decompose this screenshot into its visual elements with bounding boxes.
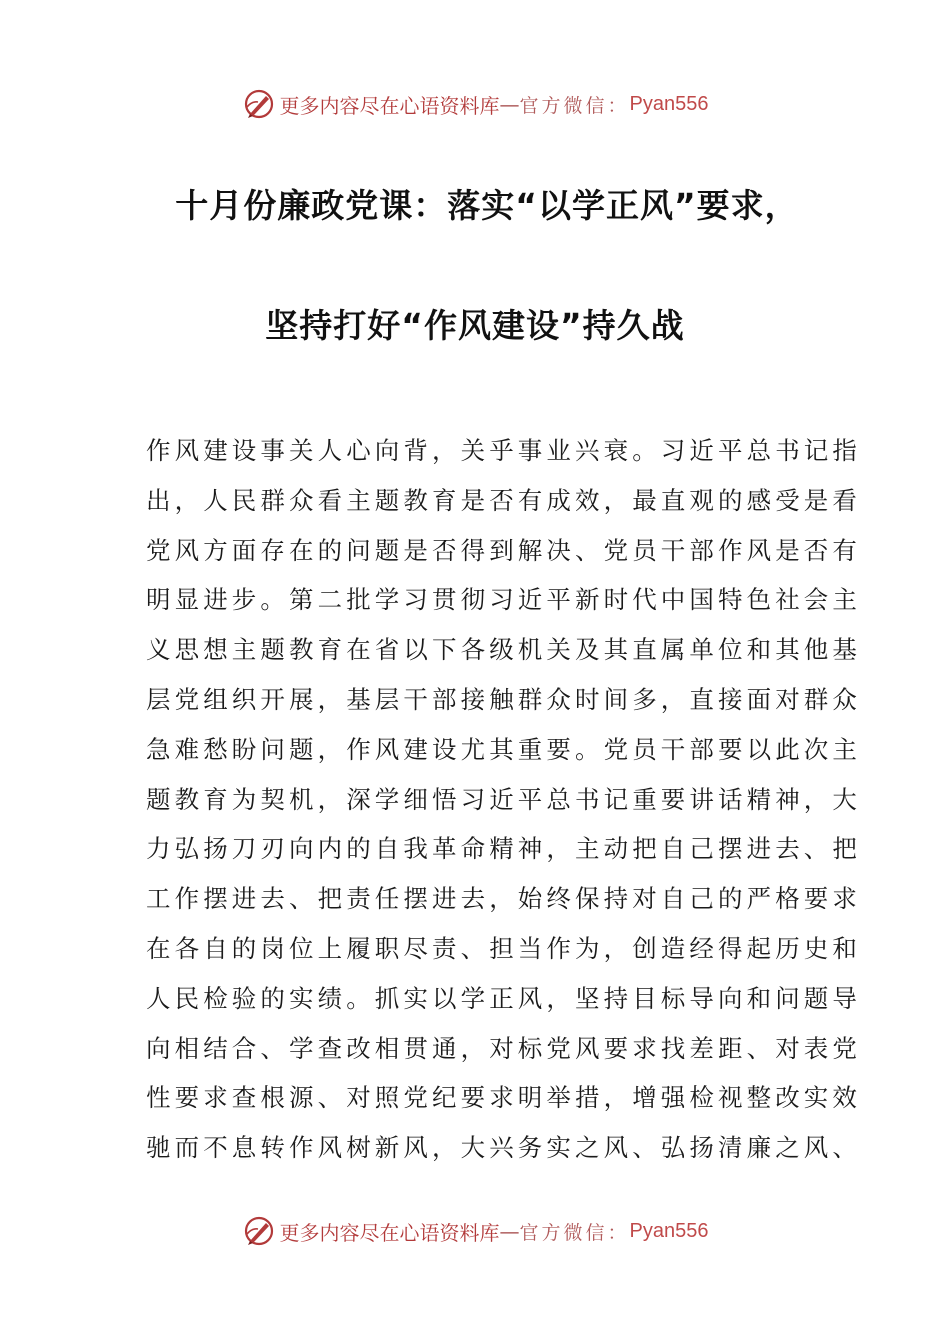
watermark-official-label: 官方微信： bbox=[519, 94, 630, 117]
footer-watermark-brand-text: 更多内容尽在心语资料库 bbox=[279, 1220, 500, 1245]
body-line: 义思想主题教育在省以下各级机关及其直属单位和其他基 bbox=[146, 635, 861, 665]
watermark-brand-text: 更多内容尽在心语资料库 bbox=[279, 93, 500, 118]
body-line: 在各自的岗位上履职尽责、担当作为，创造经得起历史和 bbox=[146, 933, 861, 963]
document-title-line-1: 十月份廉政党课：落实“以学正风”要求， bbox=[175, 186, 799, 225]
pen-logo-icon bbox=[242, 1214, 276, 1248]
body-line: 人民检验的实绩。抓实以学正风，坚持目标导向和问题导 bbox=[146, 983, 861, 1013]
body-line: 出，人民群众看主题教育是否有成效，最直观的感受是看 bbox=[146, 485, 861, 515]
body-line: 性要求查根源、对照党纪要求明举措，增强检视整改实效 bbox=[146, 1083, 861, 1113]
body-line: 力弘扬刀刃向内的自我革命精神，主动把自己摆进去、把 bbox=[146, 834, 861, 864]
footer-watermark-wechat-id: Pyan556 bbox=[629, 1219, 709, 1242]
footer-watermark-dash: — bbox=[499, 1219, 520, 1243]
pen-logo-icon bbox=[242, 87, 276, 121]
body-line: 向相结合、学查改相贯通，对标党风要求找差距、对表党 bbox=[146, 1033, 861, 1063]
watermark-dash: — bbox=[499, 92, 520, 116]
body-line: 题教育为契机，深学细悟习近平总书记重要讲话精神，大 bbox=[146, 784, 861, 814]
footer-watermark bbox=[0, 1211, 950, 1251]
body-line: 急难愁盼问题，作风建设尤其重要。党员干部要以此次主 bbox=[146, 734, 861, 764]
body-line: 层党组织开展，基层干部接触群众时间多，直接面对群众 bbox=[146, 684, 861, 714]
footer-watermark-official-label: 官方微信： bbox=[519, 1221, 630, 1244]
document-body bbox=[146, 426, 861, 1173]
document-title-line-2: 坚持打好“作风建设”持久战 bbox=[265, 306, 685, 345]
body-line: 驰而不息转作风树新风，大兴务实之风、弘扬清廉之风、 bbox=[146, 1133, 861, 1163]
body-line: 党风方面存在的问题是否得到解决、党员干部作风是否有 bbox=[146, 535, 861, 565]
body-line: 工作摆进去、把责任摆进去，始终保持对自己的严格要求 bbox=[146, 884, 861, 914]
watermark-wechat-id: Pyan556 bbox=[629, 92, 709, 115]
header-watermark bbox=[0, 84, 950, 124]
body-line: 明显进步。第二批学习贯彻习近平新时代中国特色社会主 bbox=[146, 585, 861, 615]
body-line: 作风建设事关人心向背，关乎事业兴衰。习近平总书记指 bbox=[146, 436, 861, 465]
